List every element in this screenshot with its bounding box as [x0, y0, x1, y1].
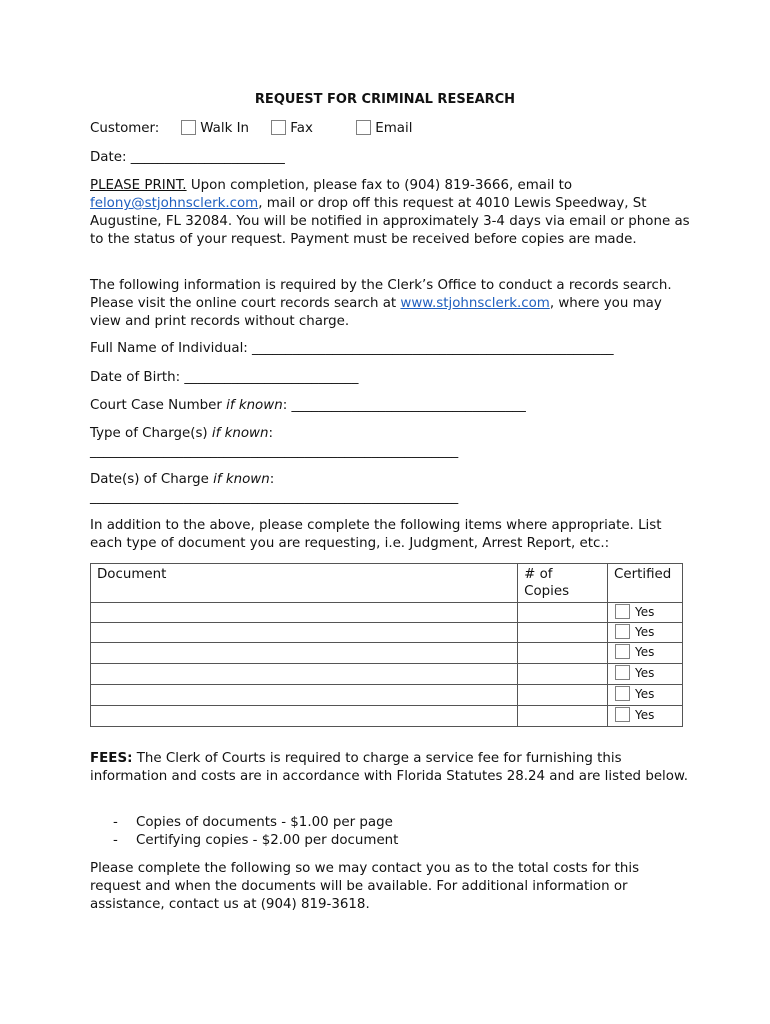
certified-cell[interactable] [608, 643, 683, 664]
fax-checkbox[interactable] [271, 120, 286, 135]
fee-bullet-marker: - [113, 815, 118, 830]
customer-label: Customer: [90, 121, 160, 136]
case-number-field[interactable] [90, 397, 526, 415]
copies-cell[interactable] [518, 664, 608, 685]
fax-label: Fax [290, 121, 313, 136]
full-name-field[interactable]: Full Name of Individual: ______________________________________________________ [90, 341, 614, 356]
fee-item-certifying: Certifying copies - $2.00 per document [136, 833, 399, 848]
certified-checkbox[interactable] [615, 624, 630, 639]
email-label: Email [375, 121, 413, 136]
info-text-1: The following information is required by the Clerk’s Office to conduct a records search. Please visit the online court records search at [90, 278, 672, 311]
table-row [91, 685, 683, 706]
header-document: Document [91, 564, 518, 603]
header-certified: Certified [608, 564, 683, 603]
header-copies: # of Copies [518, 564, 608, 603]
addition-paragraph: In addition to the above, please complete the following items where appropriate. List each type of document you are requesting, i.e. Judgment, Arrest Report, etc.: [90, 518, 662, 551]
form-title: REQUEST FOR CRIMINAL RESEARCH [254, 92, 516, 107]
table-row [91, 706, 683, 727]
certified-cell[interactable] [608, 706, 683, 727]
dob-field[interactable]: Date of Birth: __________________________ [90, 370, 359, 385]
certified-checkbox[interactable] [615, 707, 630, 722]
website-link[interactable]: www.stjohnsclerk.com [400, 296, 550, 311]
certified-cell[interactable] [608, 603, 683, 623]
email-checkbox[interactable] [356, 120, 371, 135]
table-row [91, 603, 683, 623]
date-line[interactable]: Date: _______________________ [90, 150, 285, 165]
customer-email-option[interactable] [356, 120, 412, 138]
customer-walkin-option[interactable] [181, 120, 249, 138]
fee-bullet-marker: - [113, 833, 118, 848]
charge-date-label: Date(s) of Charge [90, 472, 214, 487]
copies-cell[interactable] [518, 706, 608, 727]
certified-cell[interactable] [608, 623, 683, 643]
yes-label: Yes [635, 666, 655, 680]
document-table [90, 563, 683, 727]
table-row [91, 664, 683, 685]
instructions-text-1: Upon completion, please fax to (904) 819-3666, email to [186, 178, 573, 193]
copies-cell[interactable] [518, 643, 608, 664]
certified-checkbox[interactable] [615, 686, 630, 701]
charge-date-colon: : [269, 472, 275, 487]
document-cell[interactable] [91, 706, 518, 727]
instructions-paragraph [90, 177, 690, 249]
charge-date-if-known: if known [213, 472, 270, 487]
case-number-line: : ___________________________________ [282, 398, 526, 413]
customer-fax-option[interactable] [271, 120, 313, 138]
certified-cell[interactable] [608, 664, 683, 685]
charge-date-field[interactable]: _______________________________________________________ [90, 490, 459, 505]
yes-label: Yes [635, 708, 655, 722]
instructions-text-2: , mail or drop off this request at 4010 Lewis Speedway, St Augustine, FL 32084. You will be notified in approximately 3-4 days via email or phone as to the status of your request. Payment must be received before copies are made. [90, 196, 690, 247]
charge-date-label-row [90, 471, 274, 489]
table-row [91, 643, 683, 664]
table-row [91, 623, 683, 643]
info-paragraph [90, 277, 690, 331]
walkin-checkbox[interactable] [181, 120, 196, 135]
walkin-label: Walk In [200, 121, 250, 136]
certified-checkbox[interactable] [615, 665, 630, 680]
fees-text: The Clerk of Courts is required to charge a service fee for furnishing this information and costs are in accordance with Florida Statutes 28.24 and are listed below. [90, 751, 688, 784]
certified-checkbox[interactable] [615, 644, 630, 659]
fee-item-copies: Copies of documents - $1.00 per page [136, 815, 393, 830]
email-link[interactable]: felony@stjohnsclerk.com [90, 196, 259, 211]
document-cell[interactable] [91, 664, 518, 685]
fees-paragraph [90, 750, 690, 786]
certified-checkbox[interactable] [615, 604, 630, 619]
case-if-known: if known [226, 398, 283, 413]
contact-paragraph: Please complete the following so we may contact you as to the total costs for this request and when the documents will be available. For additional information or assistance, contact us at (904) 819-3618. [90, 861, 640, 912]
case-number-label: Court Case Number [90, 398, 227, 413]
document-cell[interactable] [91, 603, 518, 623]
yes-label: Yes [635, 625, 655, 639]
info-text-2: , where you may view and print records without charge. [90, 296, 662, 329]
yes-label: Yes [635, 645, 655, 659]
yes-label: Yes [635, 605, 655, 619]
document-cell[interactable] [91, 643, 518, 664]
charge-if-known: if known [211, 426, 269, 441]
copies-cell[interactable] [518, 603, 608, 623]
certified-cell[interactable] [608, 685, 683, 706]
charge-colon: : [268, 426, 274, 441]
please-print-label: PLEASE PRINT. [90, 178, 187, 193]
charge-type-label-row [90, 425, 273, 443]
table-header-row [91, 564, 683, 603]
charge-type-label: Type of Charge(s) [90, 426, 212, 441]
fees-label: FEES: [90, 751, 133, 766]
charge-type-field[interactable]: _______________________________________________________ [90, 444, 459, 459]
copies-cell[interactable] [518, 623, 608, 643]
document-cell[interactable] [91, 685, 518, 706]
document-cell[interactable] [91, 623, 518, 643]
copies-cell[interactable] [518, 685, 608, 706]
yes-label: Yes [635, 687, 655, 701]
